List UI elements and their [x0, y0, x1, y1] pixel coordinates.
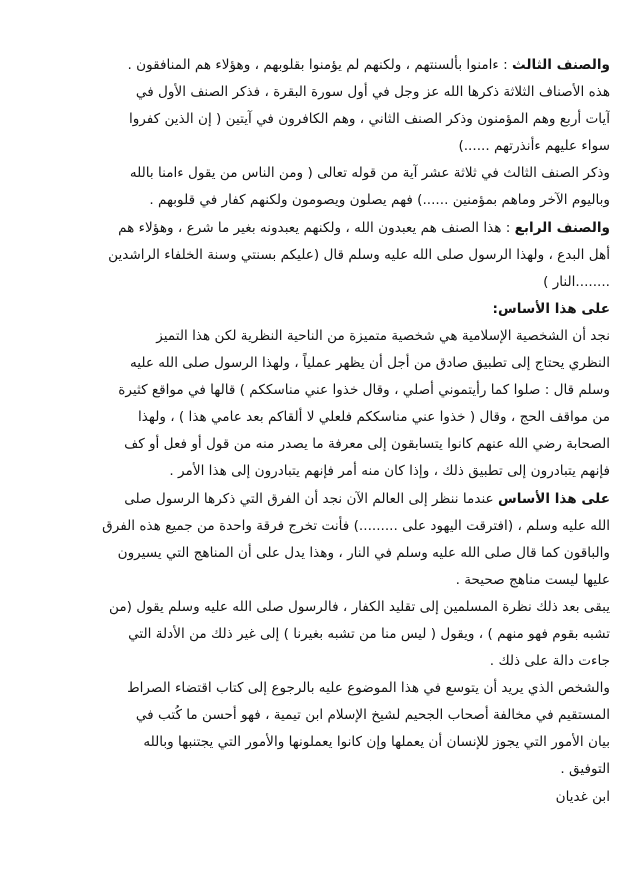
- text-line: آيات أربع وهم المؤمنون وذكر الصنف الثاني ، وهم الكافرون في آيتين ( إن الذين كفروا: [128, 111, 610, 128]
- text-line: وسلم قال : صلوا كما رأيتموني أصلي ، وقال خذوا عني مناسككم ) قالها في مواقع كثيرة: [118, 382, 610, 399]
- text-line: يبقى بعد ذلك نظرة المسلمين إلى تقليد الكفار ، فالرسول صلى الله عليه وسلم يقول (من: [109, 598, 610, 615]
- text-line: وباليوم الآخر وماهم بمؤمنين ......) فهم يصلون ويصومون ولكنهم كفار في قلوبهم .: [149, 192, 610, 209]
- line-text: عندما ننظر إلى العالم الآن نجد أن الفرق التي ذكرها الرسول صلى: [124, 490, 498, 507]
- text-line: [18, 215, 610, 242]
- section-heading: والصنف الرابع: [514, 219, 610, 236]
- text-line: نجد أن الشخصية الإسلامية هي شخصية متميزة من الناحية النظرية لكن هذا التميز: [156, 327, 610, 344]
- text-line: [18, 52, 610, 79]
- text-line: ........النار ): [543, 273, 610, 290]
- text-line: هذه الأصناف الثلاثة ذكرها الله عز وجل في أول سورة البقرة ، فذكر الصنف الأول في: [135, 84, 610, 101]
- line-text: : هذا الصنف هم يعبدون الله ، ولكنهم يعبدونه بغير ما شرع ، وهؤلاء هم: [118, 219, 515, 236]
- text-line: [18, 486, 610, 513]
- text-line: النظري يحتاج إلى تطبيق صادق من أجل أن يظهر عملياً ، ولهذا الرسول صلى الله عليه: [129, 355, 610, 372]
- text-line: من مواقف الحج ، وقال ( خذوا عني مناسككم فلعلي لا ألقاكم بعد عامي هذا ) ، ولهذا: [138, 409, 610, 426]
- text-line: بيان الأمور التي يجوز للإنسان أن يعملها وإن كانوا يعملونها والأمور التي يجتنبها وبالله: [143, 734, 610, 751]
- author-signature: ابن غديان: [555, 788, 610, 805]
- text-line: المستقيم في مخالفة أصحاب الجحيم لشيخ الإسلام ابن تيمية ، فهو أحسن ما كُتب في: [135, 707, 610, 724]
- text-line: والباقون كما قال صلى الله عليه وسلم في النار ، وهذا يدل على أن المناهج التي يسيرون: [117, 544, 610, 561]
- text-line: وذكر الصنف الثالث في ثلاثة عشر آية من قوله تعالى ( ومن الناس من يقول ءامنا بالله: [129, 165, 610, 182]
- section-heading: والصنف الثالث: [512, 57, 610, 73]
- text-line: أهل البدع ، ولهذا الرسول صلى الله عليه وسلم قال (عليكم بسنتي وسنة الخلفاء الراشدين: [108, 246, 610, 263]
- text-line: تشبه بقوم فهو منهم ) ، ويقول ( ليس منا من تشبه بغيرنا ) إلى غير ذلك من الأدلة التي: [128, 625, 610, 642]
- section-heading: على هذا الأساس:: [492, 300, 610, 317]
- text-line: فإنهم يتبادرون إلى تطبيق ذلك ، وإذا كان منه أمر فإنهم يتبادرون إلى هذا الأمر .: [169, 463, 610, 480]
- text-line: الله عليه وسلم ، (افترقت اليهود على .........) فأنت تخرج فرقة واحدة من جميع هذه الفرق: [102, 517, 610, 534]
- text-line: سواء عليهم ءأنذرتهم ......): [458, 138, 610, 155]
- text-line: الصحابة رضي الله عنهم كانوا يتسابقون إلى معرفة ما يصدر منه من قول أو فعل أو كف: [124, 436, 610, 453]
- line-text: : ءامنوا بألسنتهم ، ولكنهم لم يؤمنوا بقلوبهم ، وهؤلاء هم المنافقون .: [127, 57, 512, 73]
- text-line: التوفيق .: [560, 761, 610, 778]
- document-page: [18, 52, 610, 811]
- text-line: جاءت دالة على ذلك .: [489, 653, 610, 670]
- text-line: عليها ليست مناهج صحيحة .: [455, 571, 610, 588]
- text-line: والشخص الذي يريد أن يتوسع في هذا الموضوع عليه بالرجوع إلى كتاب اقتضاء الصراط: [127, 680, 610, 697]
- section-heading: على هذا الأساس: [497, 490, 610, 507]
